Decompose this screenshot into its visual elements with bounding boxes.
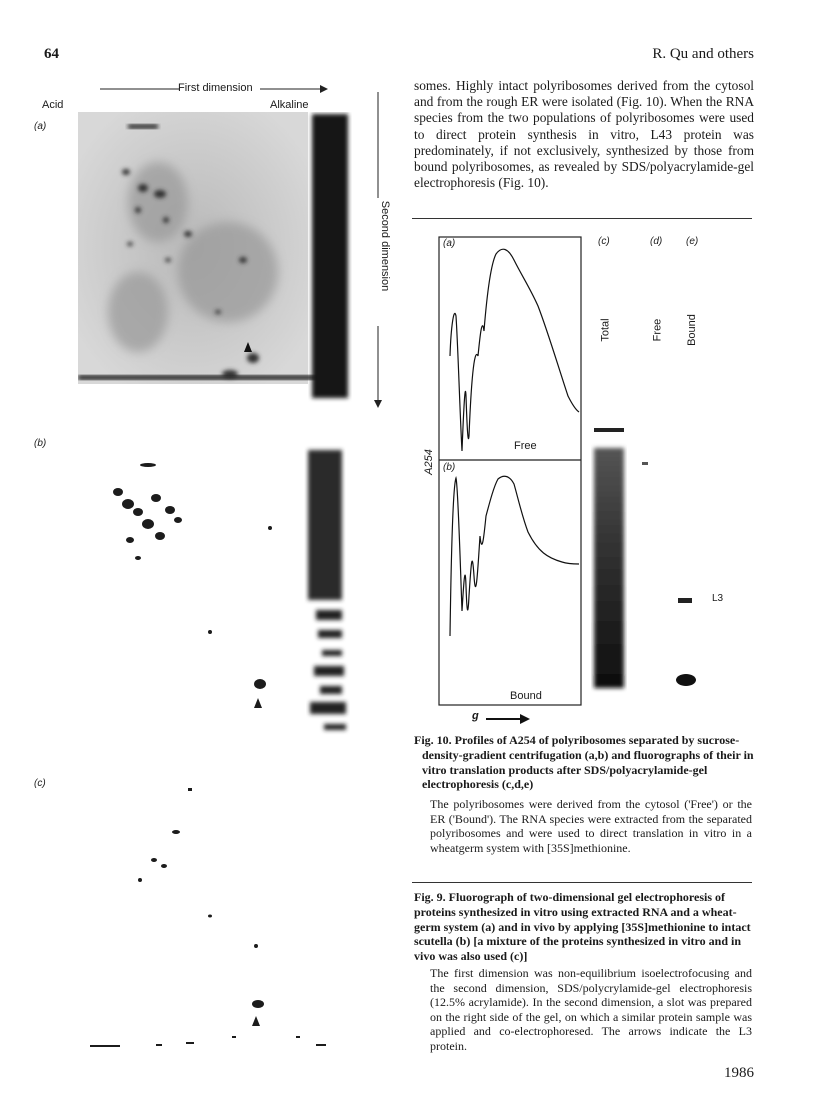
fig9-caption-text: The first dimension was non-equilibrium isoelectrofocusing and the second dimension, SDS/polycrylamide-gel electrophoresis (12.5% acrylamide). In the second dimension, a slot was prepared on the right side of the gel, on which a similar protein sample was applied and co-electrophoresed. The arrows indicate the L3 protein. <box>430 966 752 1053</box>
lane-bound-label: Bound <box>685 314 698 346</box>
fig9-gel-panel-c <box>78 780 378 1060</box>
lane-d-label: (d) <box>650 236 663 247</box>
fig9-gel-panel-b <box>78 440 378 740</box>
fig10-gel-lanes <box>586 418 736 698</box>
running-head-author: R. Qu and others <box>652 46 754 62</box>
fig9-caption-title: Fig. 9. Fluorograph of two-dimensional gel electrophoresis of proteins synthesized in vitro using extracted RNA and a wheat-germ system (a) and in vivo by applying [35S]methionine to intact scutella (b) [a mixture of the proteins synthesized in vitro and in vivo was also used (c)] <box>414 890 751 964</box>
body-paragraph: somes. Highly intact polyribosomes derived from the cytosol and from the rough ER were isolated (Fig. 10). When the RNA species from the two populations of polyribosomes were used to direct protein synthesis in vitro, L43 protein was predominately, if not exclusively, synthesized by those from bound polyribosomes, as revealed by SDS/polyacrylamide-gel electrophoresis (Fig. 10). <box>414 78 754 191</box>
g-label: g <box>472 710 479 722</box>
fig9-panel-a-label: (a) <box>34 121 47 132</box>
bound-profile-curve <box>450 476 579 636</box>
first-dimension-label: First dimension <box>178 82 253 94</box>
fig10-panel-a-label: (a) <box>443 238 456 249</box>
y-axis-label: A254 <box>422 449 435 475</box>
lane-e-label: (e) <box>686 236 699 247</box>
page-number: 64 <box>44 46 59 62</box>
fig9-panel-b-label: (b) <box>34 438 47 449</box>
footer-year: 1986 <box>724 1065 754 1081</box>
fig10-profiles <box>438 236 584 706</box>
lane-c-label: (c) <box>598 236 610 247</box>
lane-free-label: Free <box>651 318 664 342</box>
alkaline-label: Alkaline <box>270 99 309 111</box>
fig10-panel-b-label: (b) <box>443 462 456 473</box>
bound-profile-label: Bound <box>510 690 542 702</box>
mid-rule <box>412 882 752 883</box>
g-arrow <box>482 712 532 726</box>
second-dimension-label: Second dimension <box>379 200 391 292</box>
fig9-panel-c-label: (c) <box>34 778 46 789</box>
fig9-gel-panel-a <box>78 112 378 412</box>
acid-label: Acid <box>42 99 64 111</box>
top-rule <box>412 218 752 219</box>
lane-total-label: Total <box>599 318 612 342</box>
fig10-caption-text: The polyribosomes were derived from the cytosol ('Free') or the ER ('Bound'). The RNA species were extracted from the separated polyribosomes and were used to direct translation in vitro in a wheatgerm system with [35S]methionine. <box>430 797 752 855</box>
fig9-figure <box>30 80 400 1080</box>
fig10-caption-title: Fig. 10. Profiles of A254 of polyribosomes separated by sucrose-density-gradient centrifugation (a,b) and fluorographs of their in vitro translation products after SDS/polyacrylamide-gel electrophoresis (c,d,e) <box>414 733 754 792</box>
band-l3-label: L3 <box>712 593 724 604</box>
free-profile-label: Free <box>514 440 537 452</box>
free-profile-curve <box>450 249 579 451</box>
fig10-figure <box>410 228 756 728</box>
